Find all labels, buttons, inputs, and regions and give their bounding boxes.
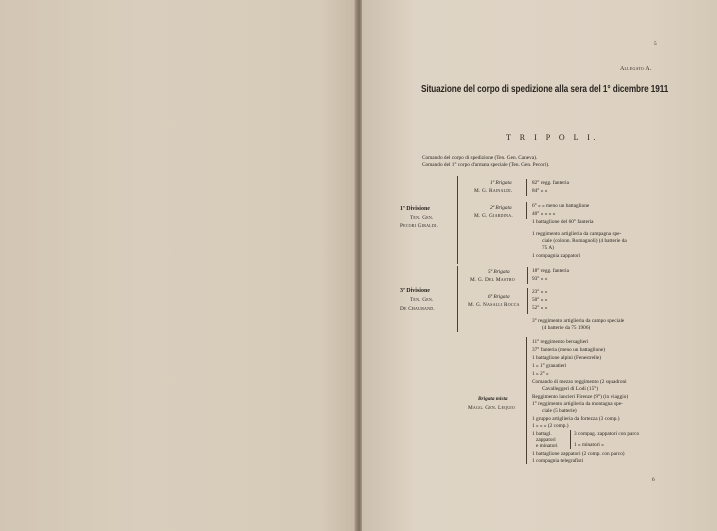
- unit-line: 1 battaglione del 60° fanteria: [532, 219, 594, 225]
- unit-line: 1 compagnia telegrafisti: [532, 458, 584, 464]
- division-1-commander: Pecori Giraldi.: [400, 223, 438, 229]
- brigade-1-commander: M. G. Rainaldi.: [474, 188, 513, 194]
- battalion-label: zappatori: [536, 437, 556, 443]
- division-3-rank: Ten. Gen.: [410, 297, 434, 303]
- unit-line: Cavalleggeri di Lodi (15°): [542, 386, 599, 392]
- unit-line: 6° » » meno un battaglione: [532, 203, 590, 209]
- unit-line: 3° reggimento artiglieria da campo speciale: [532, 318, 625, 324]
- brigade-2-brace: [526, 202, 527, 219]
- command-line: Comando del 1° corpo d'armata speciale (Ten. Gen. Pecori).: [422, 162, 550, 168]
- unit-line: Reggimento lancieri Firenze (9°) (in viaggio): [532, 394, 629, 400]
- brigade-6-commander: M. G. Nasalli Rocca: [468, 302, 520, 308]
- division-1-name: 1ª Divisione: [400, 206, 430, 212]
- unit-line: 75 A): [542, 245, 554, 251]
- brigade-2-name: 2ª Brigata: [490, 205, 512, 211]
- unit-line: 1 » » » (2 comp.): [532, 423, 569, 429]
- battalion-label: e minatori: [536, 443, 558, 449]
- unit-line: 52° » »: [532, 305, 548, 311]
- page-number: 5: [654, 41, 657, 47]
- brigade-5-name: 5ª Brigata: [488, 269, 510, 275]
- battalion-label: 1 battagl.: [532, 431, 552, 437]
- unit-line: Comando di mezzo reggimento (2 squadroni: [532, 379, 627, 385]
- unit-line: 93° » »: [532, 276, 548, 282]
- brigade-1-brace: [526, 179, 527, 196]
- command-line: Comando del corpo di spedizione (Ten. Gen. Caneva).: [422, 155, 538, 161]
- page-title: Situazione del corpo di spedizione alla sera del 1° dicembre 1911: [421, 84, 669, 95]
- unit-line: 1 compagnia zappatori: [532, 253, 581, 259]
- division-1-rank: Ten. Gen.: [410, 215, 434, 221]
- brigade-6-brace: [527, 288, 528, 314]
- division-1-brace: [457, 176, 458, 264]
- annex-label: Allegato A.: [620, 66, 652, 72]
- footer-number: 6: [652, 477, 655, 483]
- mixed-brigade-commander: Magg. Gen. Lequio: [468, 405, 515, 411]
- battalion-brace: [570, 430, 571, 449]
- unit-line: ciale (colonn. Romagnoli) (4 batterie da: [542, 238, 627, 244]
- division-3-name: 3ª Divisione: [400, 288, 430, 294]
- unit-line: 40° » » » »: [532, 211, 556, 217]
- unit-line: 1 » 1° granatieri: [532, 363, 567, 369]
- unit-line: 18° regg. fanteria: [532, 268, 569, 274]
- unit-line: ciale (5 batterie): [542, 408, 577, 414]
- unit-line: 11° reggimento bersaglieri: [532, 339, 589, 345]
- brigade-5-commander: M. G. Del Mastro: [470, 277, 515, 283]
- unit-line: 1 gruppo artiglieria da fortezza (3 comp.): [532, 416, 620, 422]
- brigade-6-name: 6ª Brigata: [488, 294, 510, 300]
- division-3-brace: [457, 266, 458, 332]
- unit-line: 3 compag. zappatori con parco: [574, 431, 640, 437]
- mixed-brigade-name: Brigata mista: [478, 396, 508, 402]
- unit-line: 82° regg. fanteria: [532, 180, 569, 186]
- section-heading: T R I P O L I.: [506, 133, 599, 142]
- right-page: [362, 0, 717, 531]
- unit-line: 1 battaglione alpini (Fenestrelle): [532, 355, 601, 361]
- mixed-brigade-brace: [526, 337, 527, 464]
- unit-line: 1 reggimento artiglieria da campagna spe-: [532, 231, 622, 237]
- unit-line: 23° » »: [532, 289, 548, 295]
- left-page: [0, 0, 357, 531]
- division-3-commander: De Chaurand.: [400, 306, 435, 312]
- unit-line: 1 » 2° »: [532, 371, 549, 377]
- unit-line: 84° » »: [532, 188, 548, 194]
- unit-line: 1 battaglione zappatori (2 comp. con parco): [532, 451, 625, 457]
- unit-line: (4 batterie da 75 1906): [542, 325, 591, 331]
- brigade-2-commander: M. G. Giardina.: [474, 213, 513, 219]
- brigade-1-name: 1ª Brigata: [490, 180, 512, 186]
- brigade-5-brace: [527, 267, 528, 284]
- unit-line: 37° fanteria (meno un battaglione): [532, 347, 606, 353]
- unit-line: 1° reggimento artiglieria da montagna spe-: [532, 401, 623, 407]
- unit-line: 1 » minatori »: [574, 442, 604, 448]
- unit-line: 50° » »: [532, 297, 548, 303]
